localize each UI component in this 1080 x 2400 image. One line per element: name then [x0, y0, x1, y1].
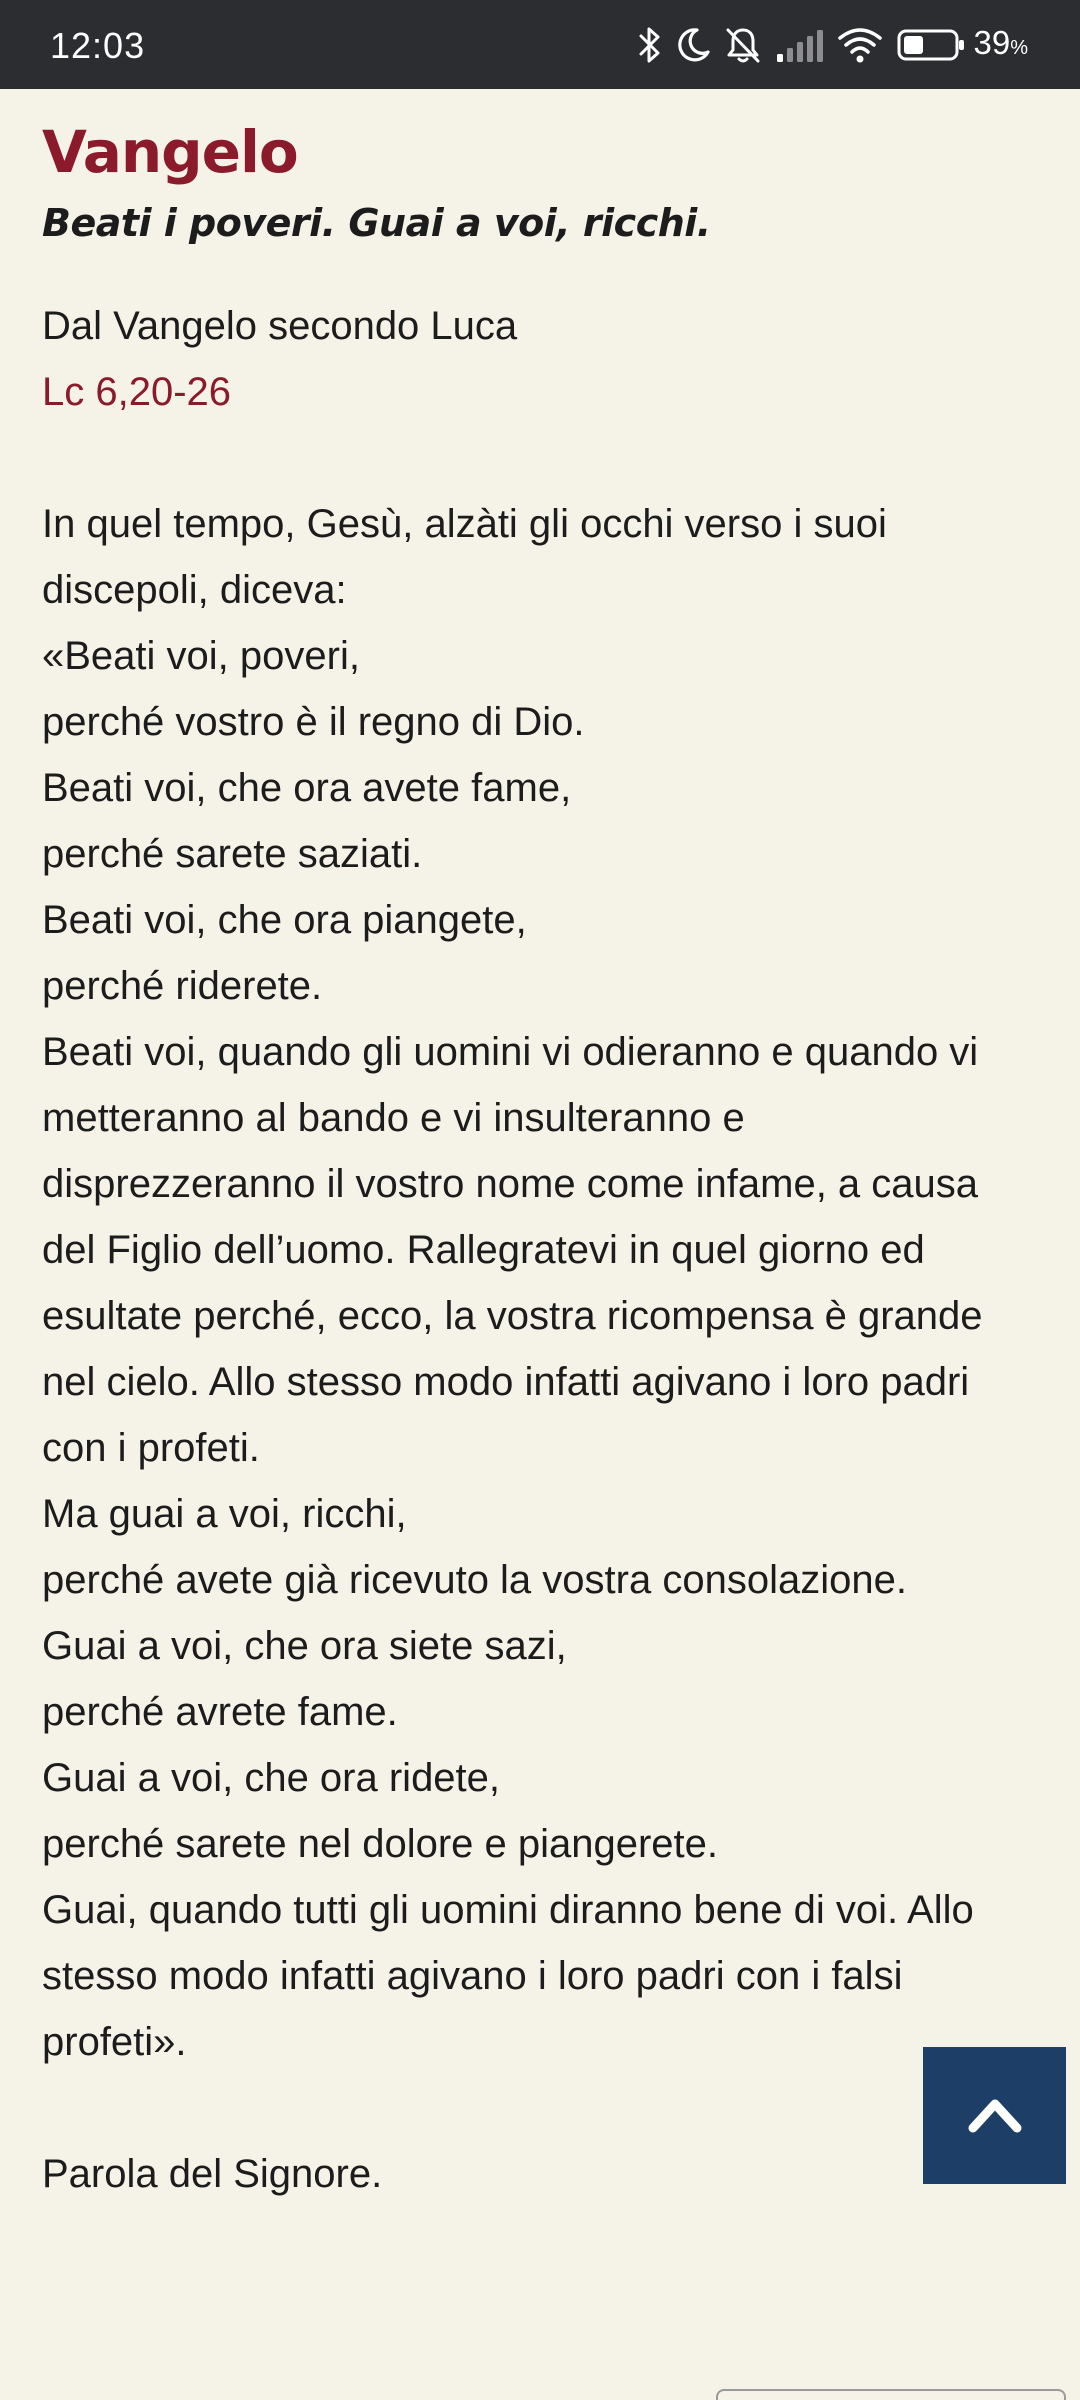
bottom-sheet-edge — [716, 2389, 1066, 2400]
reading-line: In quel tempo, Gesù, alzàti gli occhi verso i suoi — [42, 502, 887, 546]
bell-off-icon — [725, 26, 761, 64]
reading-line: nel cielo. Allo stesso modo infatti agivano i loro padri — [42, 1360, 970, 1404]
reading-line: profeti». — [42, 2020, 187, 2064]
reading-line: Guai a voi, che ora siete sazi, — [42, 1624, 567, 1668]
battery-percent: 39% — [973, 23, 1028, 61]
reading-line: disprezzeranno il vostro nome come infame, a causa — [42, 1162, 979, 1206]
reading-source: Dal Vangelo secondo Luca — [42, 304, 518, 348]
reading-line: «Beati voi, poveri, — [42, 634, 360, 678]
reading-line: perché vostro è il regno di Dio. — [42, 700, 585, 744]
reading-line: Beati voi, quando gli uomini vi odieranno e quando vi — [42, 1030, 979, 1074]
battery-icon — [897, 26, 965, 64]
reading-subtitle: Beati i poveri. Guai a voi, ricchi. — [42, 201, 711, 245]
reading-line: Beati voi, che ora avete fame, — [42, 766, 572, 810]
reading-line: perché avrete fame. — [42, 1690, 398, 1734]
signal-icon — [775, 26, 823, 64]
moon-icon — [675, 26, 711, 64]
reading-line: esultate perché, ecco, la vostra ricompensa è grande — [42, 1294, 983, 1338]
reading-reference: Lc 6,20-26 — [42, 370, 232, 414]
reading-line: Ma guai a voi, ricchi, — [42, 1492, 407, 1536]
reading-line: metteranno al bando e vi insulteranno e — [42, 1096, 745, 1140]
status-icons — [639, 22, 1028, 68]
battery-indicator — [897, 23, 1028, 68]
wifi-icon — [837, 26, 883, 64]
page-title: Vangelo — [42, 118, 298, 186]
reading-content — [42, 89, 1052, 2207]
reading-line: perché avete già ricevuto la vostra consolazione. — [42, 1558, 907, 1602]
reading-text — [42, 491, 1052, 2075]
status-bar — [0, 0, 1080, 89]
scroll-to-top-button[interactable] — [923, 2047, 1066, 2184]
reading-line: Guai a voi, che ora ridete, — [42, 1756, 501, 1800]
reading-line: perché riderete. — [42, 964, 323, 1008]
reading-line: Guai, quando tutti gli uomini diranno bene di voi. Allo — [42, 1888, 974, 1932]
bluetooth-icon — [639, 26, 661, 64]
reading-closing: Parola del Signore. — [42, 2152, 383, 2196]
reading-line: stesso modo infatti agivano i loro padri con i falsi — [42, 1954, 903, 1998]
reading-line: perché sarete nel dolore e piangerete. — [42, 1822, 719, 1866]
chevron-up-icon — [967, 2094, 1023, 2138]
status-time: 12:03 — [50, 25, 146, 66]
reading-line: discepoli, diceva: — [42, 568, 347, 612]
reading-line: Beati voi, che ora piangete, — [42, 898, 527, 942]
reading-line: perché sarete saziati. — [42, 832, 423, 876]
reading-line: con i profeti. — [42, 1426, 260, 1470]
reading-line: del Figlio dell’uomo. Rallegratevi in quel giorno ed — [42, 1228, 925, 1272]
